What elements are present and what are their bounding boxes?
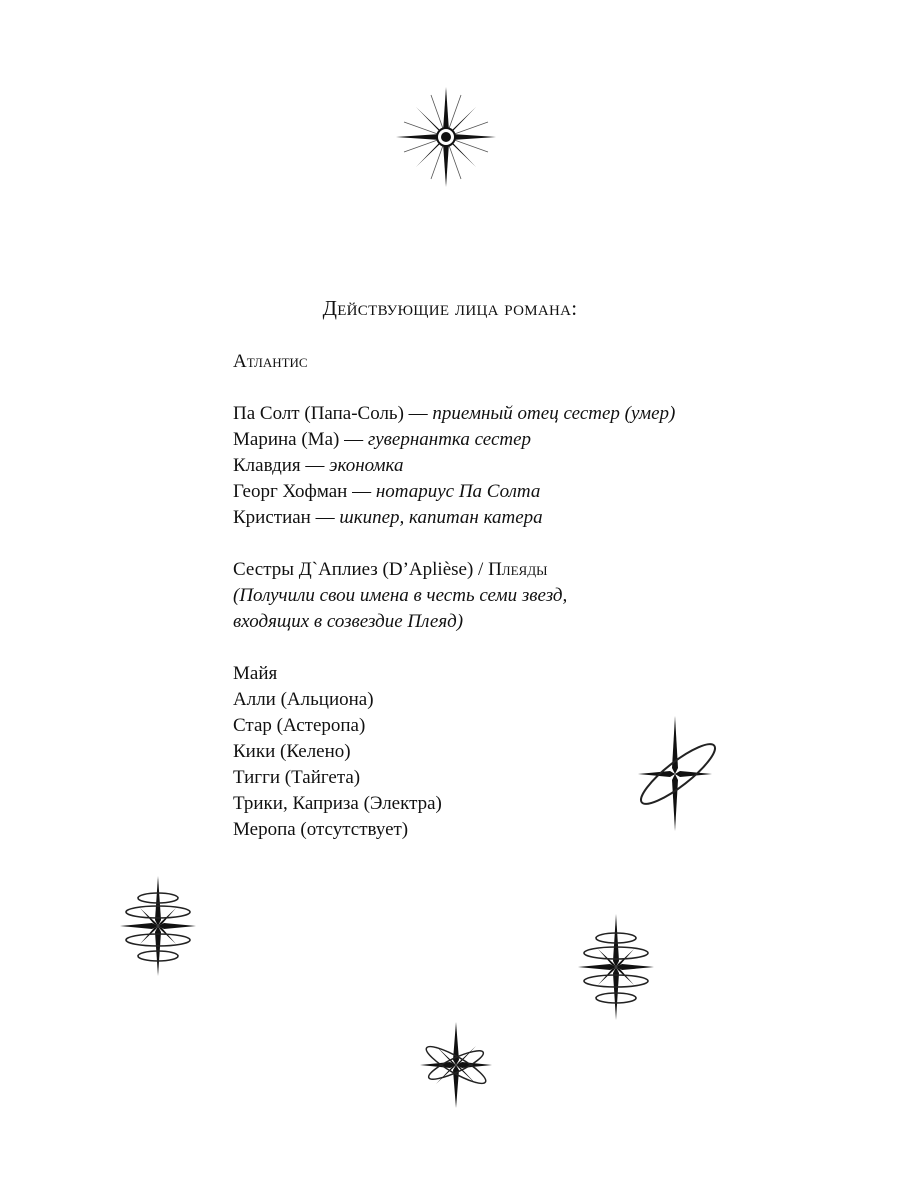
character-role: экономка [329,455,404,476]
orbit-star-icon [116,876,200,976]
sisters-title-suffix: Плеяды [488,559,548,580]
dash: — [403,403,433,424]
compass-star-icon [396,87,496,187]
section-title-atlantis: Атлантис [233,351,308,372]
list-item [233,479,793,505]
dash: — [339,429,368,450]
character-role: приемный отец сестер (умер) [432,403,676,424]
section-title-sisters [233,557,793,583]
character-name: Кристиан [233,507,311,528]
list-item: Тигги (Тайгета) [233,767,361,788]
page-title: Действующие лица романа: [322,296,578,320]
list-item [233,427,793,453]
orbit-star-icon [574,914,658,1020]
list-item [233,505,793,531]
dash: — [347,481,376,502]
list-item: Трики, Каприза (Электра) [233,793,442,814]
character-name: Па Солт (Папа-Соль) [233,403,404,424]
sisters-note-line-1: (Получили свои имена в честь семи звезд, [233,585,568,606]
character-name: Клавдия [233,455,301,476]
character-role: гувернантка сестер [367,429,532,450]
sisters-title-prefix: Сестры Д`Аплиез (D’Aplièse) / [233,559,489,580]
character-name: Марина (Ма) [233,429,340,450]
sisters-note-line-2: входящих в созвездие Плеяд) [233,611,464,632]
character-role: шкипер, капитан катера [339,507,543,528]
dash: — [300,455,330,476]
list-item: Меропа (отсутствует) [233,819,409,840]
list-item: Майя [233,663,278,684]
list-item: Кики (Келено) [233,741,351,762]
list-item: Алли (Альциона) [233,689,374,710]
orbit-star-icon [418,1022,494,1108]
list-item [233,401,793,427]
cast-list [233,349,793,843]
character-name: Георг Хофман [233,481,348,502]
list-item [233,453,793,479]
character-role: нотариус Па Солта [375,481,541,502]
dash: — [310,507,340,528]
list-item: Стар (Астеропа) [233,715,366,736]
